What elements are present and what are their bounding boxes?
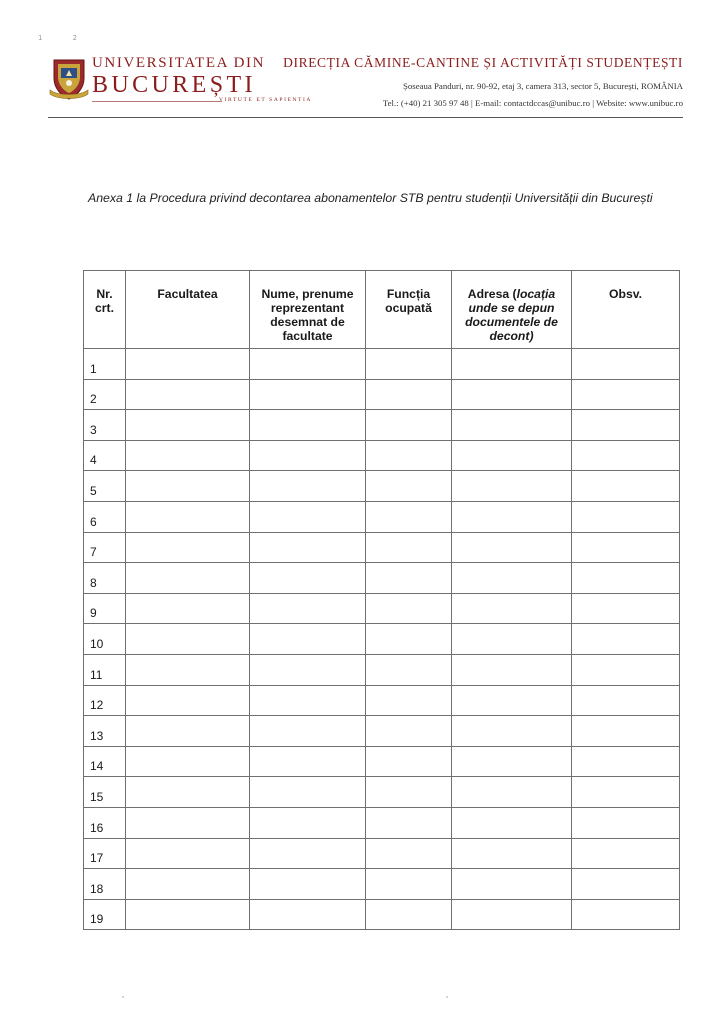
table-row: [84, 532, 680, 563]
department-block: [283, 54, 683, 109]
cell-adresa[interactable]: [452, 685, 572, 716]
cell-nume[interactable]: [250, 349, 366, 380]
cell-facultatea[interactable]: [126, 349, 250, 380]
cell-adresa[interactable]: [452, 501, 572, 532]
row-number: 14: [84, 746, 126, 777]
cell-facultatea[interactable]: [126, 501, 250, 532]
table-row: [84, 379, 680, 410]
cell-functia[interactable]: [366, 899, 452, 930]
cell-functia[interactable]: [366, 349, 452, 380]
cell-adresa[interactable]: [452, 563, 572, 594]
header-adresa-prefix: Adresa (: [467, 287, 517, 301]
cell-adresa[interactable]: [452, 379, 572, 410]
cell-facultatea[interactable]: [126, 777, 250, 808]
university-crest-icon: [48, 56, 90, 102]
cell-nume[interactable]: [250, 899, 366, 930]
cell-facultatea[interactable]: [126, 410, 250, 441]
cell-functia[interactable]: [366, 685, 452, 716]
cell-functia[interactable]: [366, 869, 452, 900]
cell-nume[interactable]: [250, 654, 366, 685]
cell-obsv[interactable]: [572, 471, 680, 502]
cell-facultatea[interactable]: [126, 563, 250, 594]
cell-nume[interactable]: [250, 532, 366, 563]
motto-row: [92, 98, 312, 106]
cell-obsv[interactable]: [572, 563, 680, 594]
cell-functia[interactable]: [366, 777, 452, 808]
cell-facultatea[interactable]: [126, 869, 250, 900]
table-row: [84, 349, 680, 380]
university-name: [92, 54, 312, 98]
cell-functia[interactable]: [366, 410, 452, 441]
row-number: 6: [84, 501, 126, 532]
cell-facultatea[interactable]: [126, 716, 250, 747]
header-facultatea: Facultatea: [126, 271, 250, 349]
department-title: DIRECȚIA CĂMINE-CANTINE ȘI ACTIVITĂȚI STUDENȚEȘTI: [283, 55, 683, 70]
cell-nume[interactable]: [250, 410, 366, 441]
cell-facultatea[interactable]: [126, 593, 250, 624]
table-row: [84, 899, 680, 930]
cell-adresa[interactable]: [452, 654, 572, 685]
header-nr-crt: Nr. crt.: [84, 271, 126, 349]
cell-adresa[interactable]: [452, 410, 572, 441]
row-number: 3: [84, 410, 126, 441]
cell-adresa[interactable]: [452, 746, 572, 777]
cell-obsv[interactable]: [572, 379, 680, 410]
cell-facultatea[interactable]: [126, 624, 250, 655]
table-row: [84, 440, 680, 471]
table-row: [84, 501, 680, 532]
cell-functia[interactable]: [366, 624, 452, 655]
university-motto: VIRTUTE ET SAPIENTIA: [219, 97, 312, 103]
table-row: [84, 563, 680, 594]
cell-adresa[interactable]: [452, 624, 572, 655]
header-adresa: [452, 271, 572, 349]
cell-nume[interactable]: [250, 807, 366, 838]
row-number: 15: [84, 777, 126, 808]
cell-obsv[interactable]: [572, 838, 680, 869]
cell-obsv[interactable]: [572, 349, 680, 380]
row-number: 7: [84, 532, 126, 563]
cell-adresa[interactable]: [452, 440, 572, 471]
cell-nume[interactable]: [250, 838, 366, 869]
cell-adresa[interactable]: [452, 349, 572, 380]
cell-facultatea[interactable]: [126, 532, 250, 563]
row-number: 8: [84, 563, 126, 594]
cell-nume[interactable]: [250, 685, 366, 716]
row-number: 11: [84, 654, 126, 685]
table-row: [84, 410, 680, 441]
cell-functia[interactable]: [366, 716, 452, 747]
scan-speck: [446, 996, 448, 998]
table-row: [84, 807, 680, 838]
cell-nume[interactable]: [250, 379, 366, 410]
row-number: 9: [84, 593, 126, 624]
cell-functia[interactable]: [366, 379, 452, 410]
cell-functia[interactable]: [366, 440, 452, 471]
annex-title: Anexa 1 la Procedura privind decontarea abonamentelor STB pentru studenții Universității din București: [88, 191, 653, 205]
table-row: [84, 777, 680, 808]
row-number: 18: [84, 869, 126, 900]
cell-obsv[interactable]: [572, 410, 680, 441]
university-name-line2: BUCUREȘTI: [92, 72, 256, 98]
cell-obsv[interactable]: [572, 624, 680, 655]
cell-adresa[interactable]: [452, 593, 572, 624]
cell-facultatea[interactable]: [126, 807, 250, 838]
cell-adresa[interactable]: [452, 869, 572, 900]
header-adresa-italic: locația unde se depun documentele de decont: [465, 287, 558, 343]
cell-nume[interactable]: [250, 746, 366, 777]
row-number: 1: [84, 349, 126, 380]
cell-obsv[interactable]: [572, 532, 680, 563]
cell-facultatea[interactable]: [126, 440, 250, 471]
cell-functia[interactable]: [366, 593, 452, 624]
cell-nume[interactable]: [250, 593, 366, 624]
table-row: [84, 685, 680, 716]
cell-obsv[interactable]: [572, 899, 680, 930]
table-row: [84, 654, 680, 685]
table-row: [84, 471, 680, 502]
cell-nume[interactable]: [250, 624, 366, 655]
scan-speck: [122, 996, 124, 998]
cell-adresa[interactable]: [452, 777, 572, 808]
cell-adresa[interactable]: [452, 807, 572, 838]
cell-functia[interactable]: [366, 807, 452, 838]
department-address: Șoseaua Panduri, nr. 90-92, etaj 3, camera 313, sector 5, București, ROMÂNIA: [403, 81, 683, 91]
cell-adresa[interactable]: [452, 532, 572, 563]
university-name-line1: UNIVERSITATEA DIN: [92, 55, 266, 71]
row-number: 4: [84, 440, 126, 471]
department-contact: Tel.: (+40) 21 305 97 48 | E-mail: contactdccas@unibuc.ro | Website: www.unibuc.ro: [382, 98, 683, 108]
cell-obsv[interactable]: [572, 869, 680, 900]
table-row: [84, 593, 680, 624]
table-row: [84, 716, 680, 747]
cell-obsv[interactable]: [572, 746, 680, 777]
cell-functia[interactable]: [366, 532, 452, 563]
cell-obsv[interactable]: [572, 685, 680, 716]
cell-nume[interactable]: [250, 440, 366, 471]
cell-functia[interactable]: [366, 746, 452, 777]
row-number: 5: [84, 471, 126, 502]
cell-facultatea[interactable]: [126, 471, 250, 502]
row-number: 10: [84, 624, 126, 655]
cell-nume[interactable]: [250, 777, 366, 808]
cell-facultatea[interactable]: [126, 838, 250, 869]
row-number: 2: [84, 379, 126, 410]
cell-adresa[interactable]: [452, 838, 572, 869]
cell-obsv[interactable]: [572, 440, 680, 471]
cell-functia[interactable]: [366, 563, 452, 594]
row-number: 13: [84, 716, 126, 747]
cell-facultatea[interactable]: [126, 899, 250, 930]
cell-functia[interactable]: [366, 654, 452, 685]
row-number: 16: [84, 807, 126, 838]
header-divider: [48, 117, 683, 118]
cell-nume[interactable]: [250, 563, 366, 594]
header-functia: Funcția ocupată: [366, 271, 452, 349]
cell-facultatea[interactable]: [126, 654, 250, 685]
cell-facultatea[interactable]: [126, 685, 250, 716]
table-body: [84, 349, 680, 930]
header-obsv: Obsv.: [572, 271, 680, 349]
row-number: 12: [84, 685, 126, 716]
table-row: [84, 746, 680, 777]
cell-obsv[interactable]: [572, 807, 680, 838]
cell-functia[interactable]: [366, 501, 452, 532]
cell-functia[interactable]: [366, 838, 452, 869]
cell-obsv[interactable]: [572, 654, 680, 685]
cell-adresa[interactable]: [452, 899, 572, 930]
cell-adresa[interactable]: [452, 716, 572, 747]
row-number: 19: [84, 899, 126, 930]
table-row: [84, 869, 680, 900]
letterhead: [48, 54, 683, 116]
cell-obsv[interactable]: [572, 777, 680, 808]
scan-mark: 1 2: [38, 34, 92, 42]
cell-nume[interactable]: [250, 716, 366, 747]
table-row: [84, 624, 680, 655]
motto-divider: [92, 101, 222, 102]
cell-obsv[interactable]: [572, 501, 680, 532]
cell-facultatea[interactable]: [126, 746, 250, 777]
representatives-table: [83, 270, 680, 930]
row-number: 17: [84, 838, 126, 869]
cell-facultatea[interactable]: [126, 379, 250, 410]
cell-adresa[interactable]: [452, 471, 572, 502]
cell-nume[interactable]: [250, 501, 366, 532]
cell-obsv[interactable]: [572, 593, 680, 624]
cell-nume[interactable]: [250, 869, 366, 900]
cell-obsv[interactable]: [572, 716, 680, 747]
table-row: [84, 838, 680, 869]
header-nume: Nume, prenume reprezentant desemnat de facultate: [250, 271, 366, 349]
cell-functia[interactable]: [366, 471, 452, 502]
table-header-row: [84, 271, 680, 349]
cell-nume[interactable]: [250, 471, 366, 502]
header-adresa-suffix: ): [529, 329, 534, 343]
